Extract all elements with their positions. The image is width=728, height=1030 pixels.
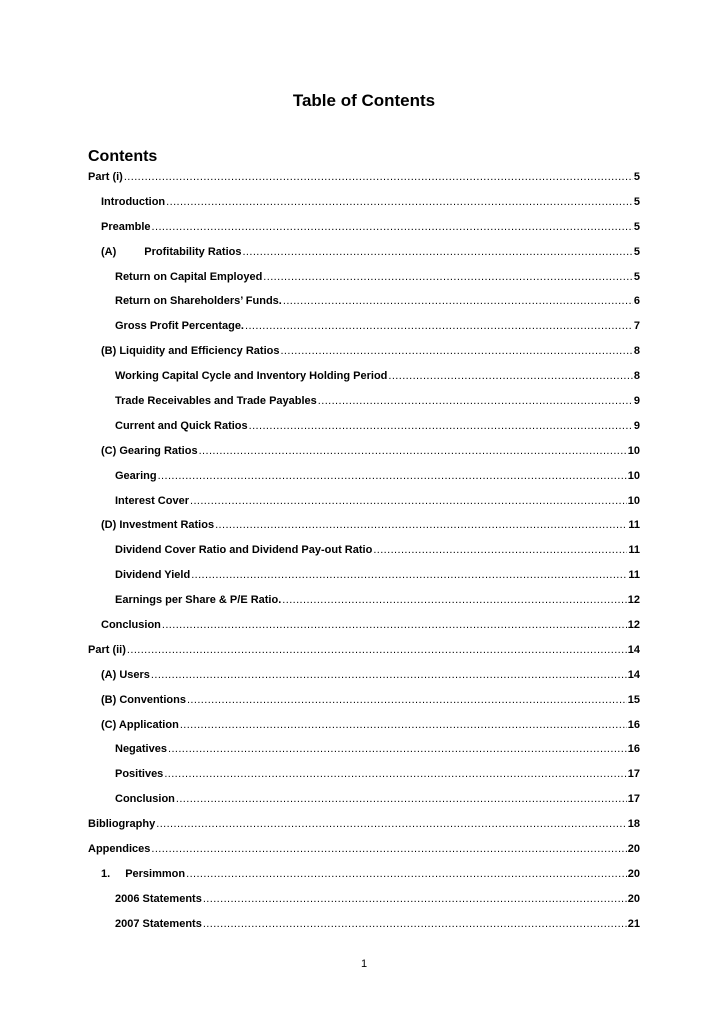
dot-leader: [180, 719, 627, 732]
toc-entry-profitability-ratios[interactable]: [88, 234, 640, 259]
toc-entry-page: 18: [627, 818, 640, 831]
dot-leader: [318, 395, 633, 408]
toc-entry-page: 5: [633, 245, 640, 258]
toc-entry-page: 9: [633, 419, 640, 432]
toc-entry-page: 10: [627, 494, 640, 507]
toc-entry-part-i[interactable]: [88, 171, 640, 184]
toc-entry-title: Trade Receivables and Trade Payables: [115, 395, 317, 408]
toc-entry-page: 21: [627, 917, 640, 930]
toc-entry-title: Bibliography: [88, 818, 156, 831]
dot-leader: [162, 619, 627, 632]
toc-entry-gearing-ratios[interactable]: [88, 433, 640, 458]
dot-leader: [199, 445, 627, 458]
toc-entry-title: [101, 246, 241, 259]
toc-entry-page: 11: [628, 569, 640, 582]
dot-leader: [203, 893, 627, 906]
toc-entry-title: [101, 868, 185, 881]
toc-entry-title: Dividend Cover Ratio and Dividend Pay-out Ratio: [115, 544, 373, 557]
toc-entry-page: 17: [627, 768, 640, 781]
toc-entry-appendices[interactable]: [88, 831, 640, 856]
toc-entry-page: 9: [633, 395, 640, 408]
toc-entry-page: 14: [627, 643, 640, 656]
toc-list: [88, 171, 640, 931]
toc-entry-page: 10: [627, 444, 640, 457]
toc-entry-title: Part (i): [88, 171, 123, 183]
toc-entry-title: Dividend Yield: [115, 569, 191, 582]
dot-leader: [388, 370, 632, 383]
dot-leader: [156, 818, 627, 831]
dot-leader: [168, 743, 627, 756]
toc-entry-label: Profitability Ratios: [144, 245, 242, 258]
dot-leader: [186, 868, 627, 881]
dot-leader: [245, 320, 633, 333]
toc-entry-number: 1.: [101, 867, 111, 880]
dot-leader: [187, 694, 627, 707]
toc-entry-page: 11: [628, 519, 640, 532]
page-title: Table of Contents: [292, 91, 436, 110]
toc-entry-title: (B) Conventions: [101, 693, 186, 706]
toc-entry-conclusion-i[interactable]: [88, 607, 640, 632]
dot-leader: [282, 594, 626, 607]
toc-entry-title: (B) Liquidity and Efficiency Ratios: [101, 345, 280, 358]
toc-entry-roce[interactable]: [88, 259, 640, 284]
toc-entry-title: Earnings per Share & P/E Ratio.: [115, 594, 282, 607]
toc-entry-title: Working Capital Cycle and Inventory Holding Period: [115, 370, 388, 383]
toc-entry-investment-ratios[interactable]: [88, 508, 640, 533]
toc-entry-title: Return on Shareholders’ Funds.: [115, 295, 282, 308]
toc-entry-title: Gross Profit Percentage.: [115, 320, 244, 333]
toc-entry-preamble[interactable]: [88, 209, 640, 234]
toc-entry-negatives[interactable]: [88, 732, 640, 757]
toc-entry-current-quick[interactable]: [88, 408, 640, 433]
dot-leader: [280, 345, 632, 358]
dot-leader: [164, 768, 626, 781]
toc-entry-receivables-payables[interactable]: [88, 383, 640, 408]
toc-entry-2006-statements[interactable]: [88, 881, 640, 906]
toc-entry-title: Gearing: [115, 469, 157, 482]
toc-entry-title: (C) Gearing Ratios: [101, 444, 198, 457]
toc-entry-shareholders-funds[interactable]: [88, 284, 640, 309]
toc-entry-title: 2007 Statements: [115, 917, 202, 930]
toc-entry-title: Return on Capital Employed: [115, 270, 263, 283]
toc-entry-conclusion-ii[interactable]: [88, 781, 640, 806]
toc-entry-page: 16: [627, 743, 640, 756]
toc-entry-gearing[interactable]: [88, 458, 640, 483]
dot-leader: [283, 295, 633, 308]
toc-entry-eps-pe[interactable]: [88, 582, 640, 607]
dot-leader: [127, 644, 627, 657]
dot-leader: [124, 171, 633, 184]
contents-heading: Contents: [88, 148, 158, 165]
toc-entry-conventions[interactable]: [88, 682, 640, 707]
toc-entry-page: 11: [628, 544, 640, 557]
toc-entry-title: (D) Investment Ratios: [101, 519, 215, 532]
toc-entry-dividend-yield[interactable]: [88, 557, 640, 582]
toc-entry-page: 8: [633, 345, 640, 358]
toc-entry-page: 16: [627, 718, 640, 731]
toc-entry-dividend-cover[interactable]: [88, 532, 640, 557]
toc-entry-title: 2006 Statements: [115, 892, 202, 905]
toc-entry-users[interactable]: [88, 657, 640, 682]
dot-leader: [215, 519, 627, 532]
toc-entry-title: Interest Cover: [115, 494, 189, 507]
toc-entry-application[interactable]: [88, 707, 640, 732]
toc-entry-working-capital[interactable]: [88, 358, 640, 383]
toc-entry-page: 20: [627, 892, 640, 905]
toc-entry-title: Part (ii): [88, 643, 126, 656]
toc-entry-title: Introduction: [101, 195, 166, 208]
toc-entry-title: Conclusion: [101, 619, 161, 632]
toc-entry-positives[interactable]: [88, 756, 640, 781]
toc-entry-page: 5: [633, 171, 640, 183]
toc-entry-page: 5: [633, 220, 640, 233]
toc-entry-title: (A) Users: [101, 668, 150, 681]
toc-entry-page: 7: [633, 320, 640, 333]
dot-leader: [242, 246, 632, 259]
dot-leader: [203, 918, 627, 931]
dot-leader: [152, 221, 633, 234]
toc-entry-page: 14: [627, 668, 640, 681]
toc-entry-title: Negatives: [115, 743, 167, 756]
page-number: 1: [360, 958, 368, 970]
toc-entry-title: Appendices: [88, 843, 151, 856]
toc-entry-title: Conclusion: [115, 793, 175, 806]
toc-entry-page: 10: [627, 469, 640, 482]
toc-entry-liquidity-ratios[interactable]: [88, 333, 640, 358]
toc-entry-number: (A): [101, 245, 117, 258]
toc-entry-part-ii[interactable]: [88, 632, 640, 657]
dot-leader: [151, 843, 626, 856]
toc-entry-title: Positives: [115, 768, 164, 781]
dot-leader: [373, 544, 627, 557]
dot-leader: [191, 569, 627, 582]
toc-entry-label: Persimmon: [125, 867, 186, 880]
toc-entry-page: 17: [627, 793, 640, 806]
toc-entry-page: 5: [633, 195, 640, 208]
dot-leader: [190, 495, 627, 508]
toc-entry-page: 20: [627, 867, 640, 880]
toc-entry-introduction[interactable]: [88, 184, 640, 209]
toc-entry-2007-statements[interactable]: [88, 906, 640, 931]
toc-entry-page: 15: [627, 693, 640, 706]
toc-entry-page: 6: [633, 295, 640, 308]
dot-leader: [158, 470, 627, 483]
dot-leader: [176, 793, 627, 806]
toc-entry-page: 12: [627, 619, 640, 632]
toc-entry-title: Current and Quick Ratios: [115, 419, 248, 432]
toc-entry-gross-profit[interactable]: [88, 308, 640, 333]
dot-leader: [166, 196, 633, 209]
toc-entry-page: 8: [633, 370, 640, 383]
toc-entry-persimmon[interactable]: [88, 856, 640, 881]
toc-entry-page: 12: [627, 594, 640, 607]
toc-entry-title: (C) Application: [101, 718, 179, 731]
toc-entry-bibliography[interactable]: [88, 806, 640, 831]
dot-leader: [263, 271, 633, 284]
dot-leader: [249, 420, 633, 433]
toc-entry-page: 20: [627, 843, 640, 856]
dot-leader: [151, 669, 627, 682]
toc-entry-page: 5: [633, 270, 640, 283]
toc-entry-interest-cover[interactable]: [88, 483, 640, 508]
toc-entry-title: Preamble: [101, 220, 151, 233]
